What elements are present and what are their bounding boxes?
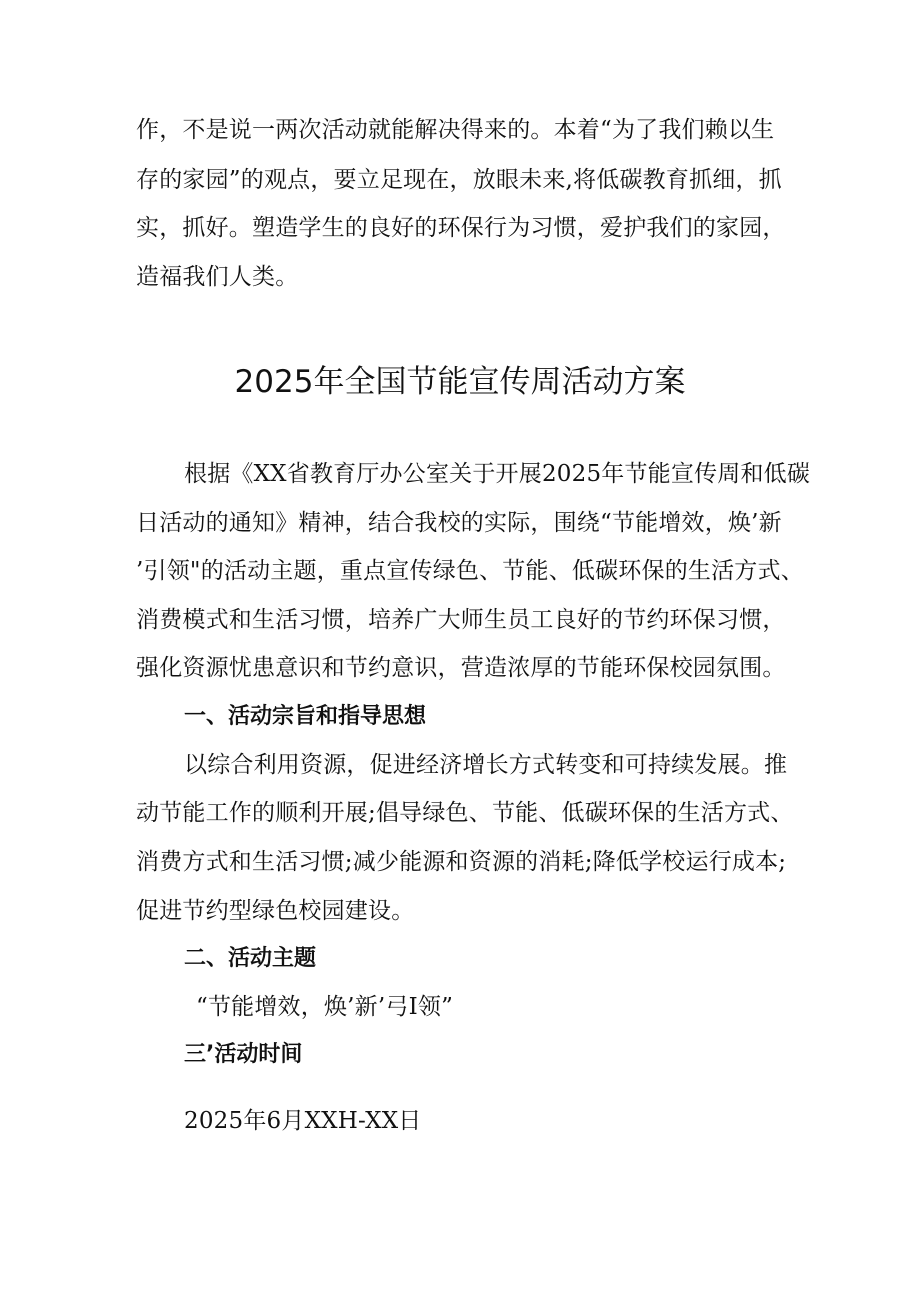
paragraph-line: 日活动的通知》精神，结合我校的实际，围绕“节能增效，焕’新: [136, 510, 782, 536]
intro-line: 实，抓好。塑造学生的良好的环保行为习惯，爱护我们的家园，: [136, 215, 786, 241]
theme-text: “节能增效，焕’新’弓I领”: [196, 994, 454, 1020]
paragraph-line: ’引领"的活动主题，重点宣传绿色、节能、低碳环保的生活方式、: [136, 558, 804, 584]
paragraph-line: 消费模式和生活习惯，培养广大师生员工良好的节约环保习惯，: [136, 607, 786, 633]
intro-line: 造福我们人类。: [136, 264, 299, 290]
paragraph-line: 强化资源忧患意识和节约意识，营造浓厚的节能环保校园氛围。: [136, 655, 786, 681]
paragraph-line: 根据《XX省教育厅办公室关于开展2025年节能宣传周和低碳: [184, 461, 811, 487]
date-text: 2025年6月XXH-XX日: [184, 1108, 422, 1134]
paragraph-line: 促进节约型绿色校园建设。: [136, 898, 415, 924]
intro-line: 存的家园”的观点，要立足现在，放眼未来,将低碳教育抓细，抓: [136, 167, 782, 193]
document-title: 2025年全国节能宣传周活动方案: [234, 364, 686, 400]
section-heading: 一、活动宗旨和指导思想: [184, 704, 427, 729]
paragraph-line: 以综合利用资源，促进经济增长方式转变和可持续发展。推: [184, 752, 788, 778]
paragraph-line: 动节能工作的顺利开展;倡导绿色、节能、低碳环保的生活方式、: [136, 800, 794, 826]
section-heading: 三’活动时间: [184, 1042, 303, 1067]
intro-line: 作，不是说一两次活动就能解决得来的。本着“为了我们赖以生: [136, 117, 775, 143]
section-heading: 二、活动主题: [184, 946, 317, 971]
paragraph-line: 消费方式和生活习惯;减少能源和资源的消耗;降低学校运行成本;: [136, 849, 787, 875]
